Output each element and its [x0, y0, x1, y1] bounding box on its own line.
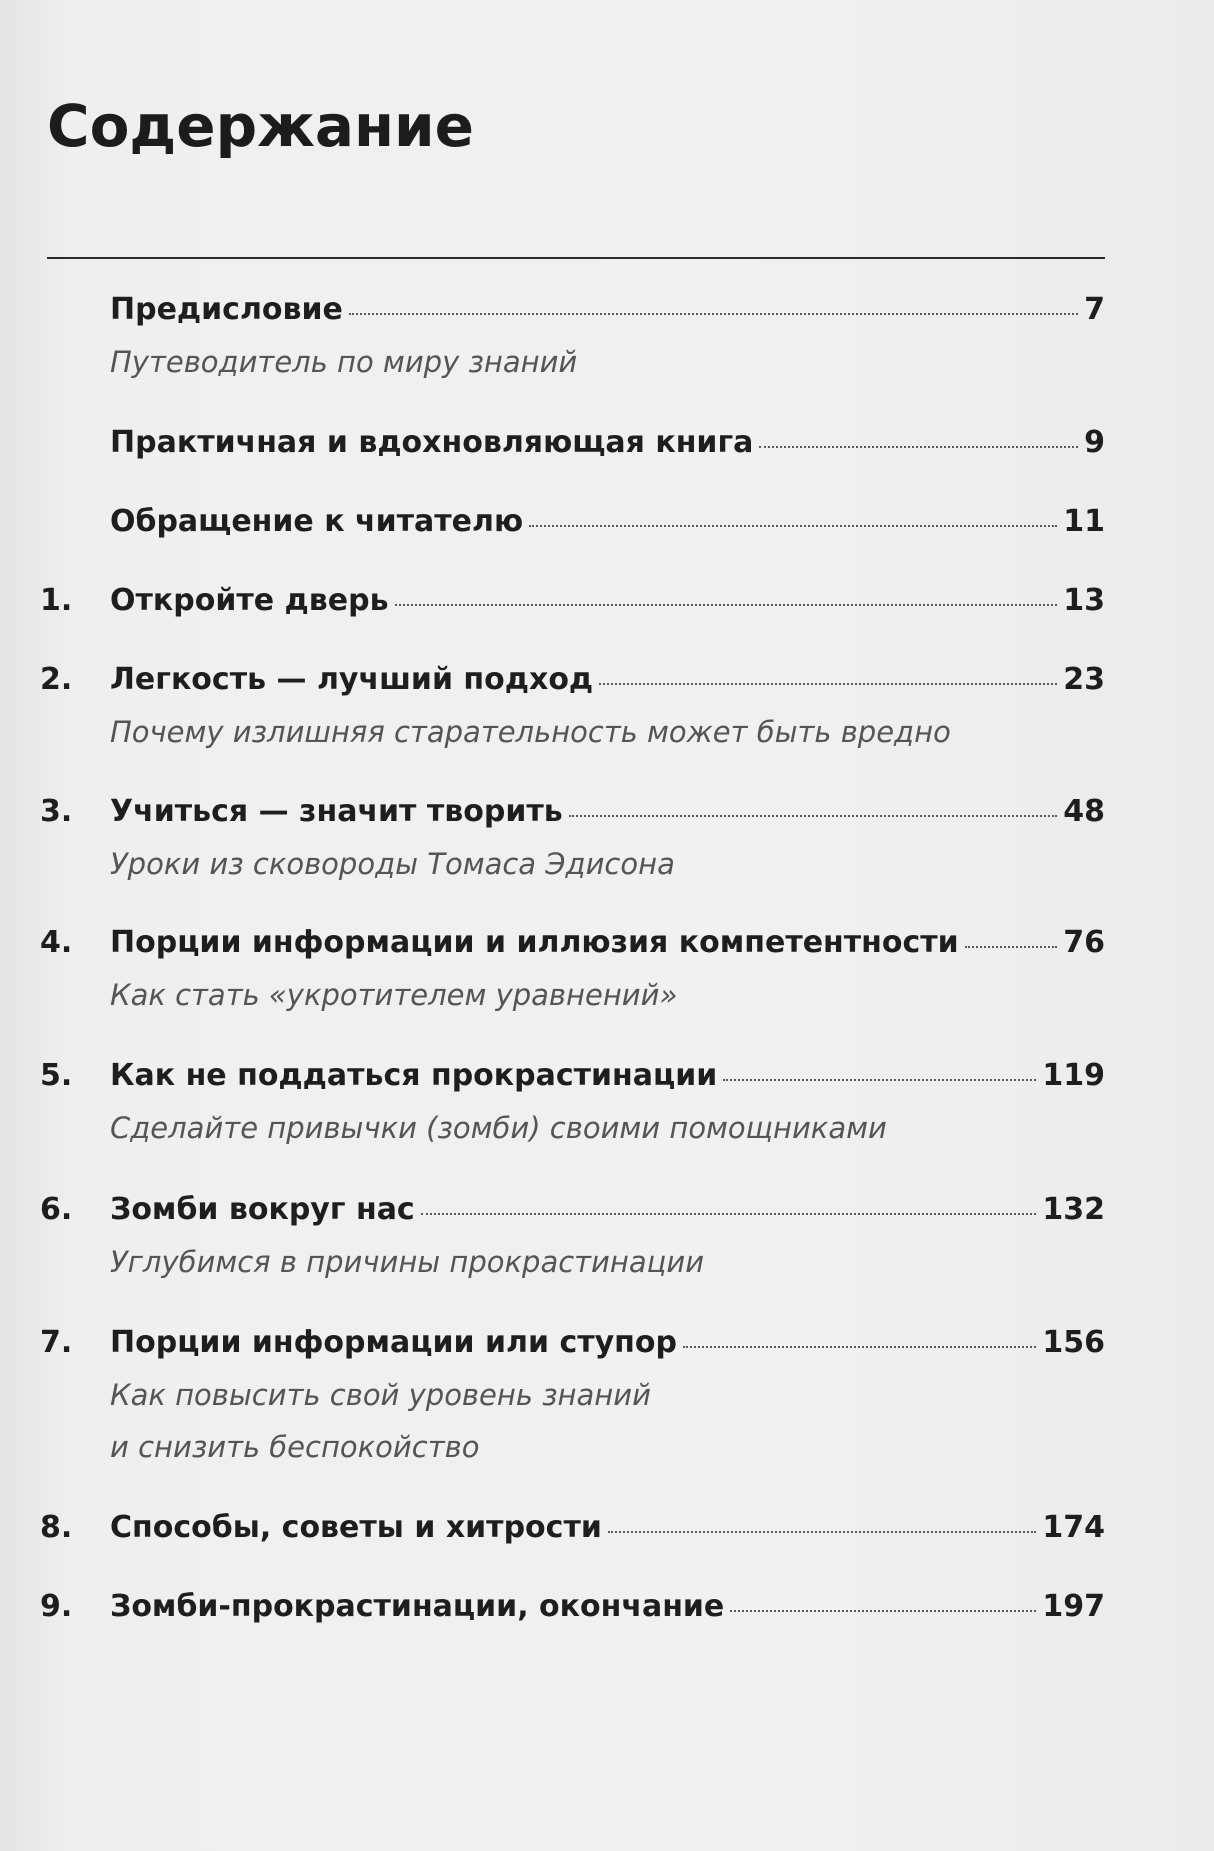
- dot-leader: [608, 1531, 1037, 1533]
- entry-page-number: 197: [1042, 1589, 1105, 1624]
- dot-leader: [395, 604, 1058, 606]
- entry-title: Предисловие: [110, 292, 343, 327]
- entry-number: 2.: [40, 662, 73, 697]
- entry-title: Обращение к читателю: [110, 504, 524, 539]
- toc-entry-preface[interactable]: [40, 292, 1105, 388]
- entry-number: 4.: [40, 925, 73, 960]
- toc-entry-chapter-1[interactable]: [40, 583, 1105, 627]
- toc-entry-chapter-4[interactable]: [40, 925, 1105, 1021]
- entry-subtitle: Уроки из сковороды Томаса Эдисона: [110, 847, 675, 881]
- entry-number: 6.: [40, 1192, 73, 1227]
- entry-title: Практичная и вдохновляющая книга: [110, 425, 754, 460]
- entry-subtitle: Как повысить свой уровень знаний: [110, 1378, 651, 1412]
- dot-leader: [349, 313, 1078, 315]
- dot-leader: [683, 1346, 1036, 1348]
- dot-leader: [723, 1079, 1036, 1081]
- entry-title: Зомби-прокрастинации, окончание: [110, 1589, 725, 1624]
- entry-page-number: 11: [1063, 504, 1105, 539]
- entry-subtitle: Почему излишняя старательность может быть вредно: [110, 715, 951, 749]
- toc-entry-chapter-6[interactable]: [40, 1192, 1105, 1288]
- dot-leader: [965, 946, 1058, 948]
- dot-leader: [569, 815, 1058, 817]
- entry-title: Учиться — значит творить: [110, 794, 563, 829]
- entry-number: 5.: [40, 1058, 73, 1093]
- toc-entry-chapter-5[interactable]: [40, 1058, 1105, 1154]
- entry-title: Откройте дверь: [110, 583, 389, 618]
- dot-leader: [759, 446, 1078, 448]
- entry-number: 9.: [40, 1589, 73, 1624]
- entry-title: Зомби вокруг нас: [110, 1192, 415, 1227]
- entry-page-number: 132: [1042, 1192, 1105, 1227]
- entry-title: Способы, советы и хитрости: [110, 1510, 602, 1545]
- entry-title: Легкость — лучший подход: [110, 662, 594, 697]
- entry-page-number: 7: [1084, 292, 1105, 327]
- dot-leader: [421, 1213, 1037, 1215]
- toc-entry-practical-book[interactable]: [40, 425, 1105, 469]
- entry-number: 1.: [40, 583, 73, 618]
- toc-entry-chapter-7[interactable]: [40, 1325, 1105, 1473]
- toc-entry-chapter-3[interactable]: [40, 794, 1105, 890]
- entry-subtitle: Сделайте привычки (зомби) своими помощниками: [110, 1111, 887, 1145]
- entry-title: Порции информации или ступор: [110, 1325, 677, 1360]
- toc-entry-chapter-9[interactable]: [40, 1589, 1105, 1633]
- entry-title: Как не поддаться прокрастинации: [110, 1058, 718, 1093]
- entry-number: 8.: [40, 1510, 73, 1545]
- toc-entry-reader-address[interactable]: [40, 504, 1105, 548]
- dot-leader: [529, 525, 1057, 527]
- entry-page-number: 174: [1042, 1510, 1105, 1545]
- entry-page-number: 9: [1084, 425, 1105, 460]
- toc-entry-chapter-2[interactable]: [40, 662, 1105, 758]
- entry-number: 3.: [40, 794, 73, 829]
- entry-number: 7.: [40, 1325, 73, 1360]
- title-divider: [47, 257, 1105, 259]
- entry-subtitle: Углубимся в причины прокрастинации: [110, 1245, 705, 1279]
- entry-page-number: 48: [1063, 794, 1105, 829]
- entry-page-number: 23: [1063, 662, 1105, 697]
- dot-leader: [730, 1610, 1036, 1612]
- page-title: Содержание: [47, 92, 475, 160]
- entry-page-number: 13: [1063, 583, 1105, 618]
- entry-subtitle: и снизить беспокойство: [110, 1430, 480, 1464]
- dot-leader: [599, 683, 1057, 685]
- entry-title: Порции информации и иллюзия компетентности: [110, 925, 959, 960]
- toc-entry-chapter-8[interactable]: [40, 1510, 1105, 1554]
- entry-subtitle: Как стать «укротителем уравнений»: [110, 978, 678, 1012]
- entry-page-number: 76: [1063, 925, 1105, 960]
- entry-page-number: 119: [1042, 1058, 1105, 1093]
- entry-page-number: 156: [1042, 1325, 1105, 1360]
- entry-subtitle: Путеводитель по миру знаний: [110, 345, 578, 379]
